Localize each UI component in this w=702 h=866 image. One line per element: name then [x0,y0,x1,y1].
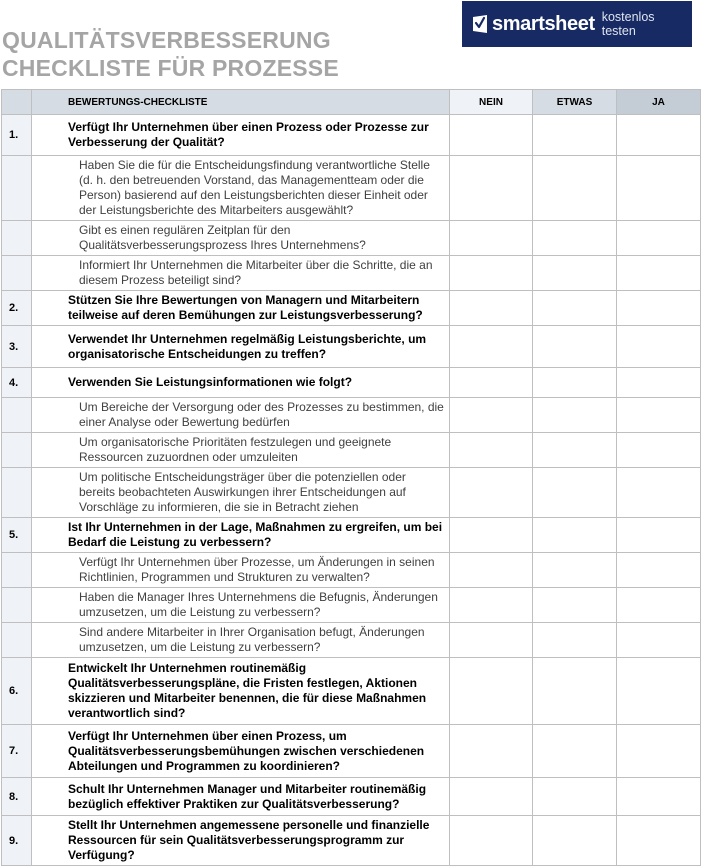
answer-yes-cell[interactable] [617,115,701,156]
table-row [2,256,701,291]
page-title-line-2: CHECKLISTE FÜR PROZESSE [2,55,339,81]
table-row [2,553,701,588]
row-number: 6. [2,658,32,725]
table-row [2,398,701,433]
row-number [2,156,32,221]
row-number [2,588,32,623]
table-row [2,658,701,725]
question-text: Ist Ihr Unternehmen in der Lage, Maßnahmen zu ergreifen, um bei Bedarf die Leistung zu verbessern? [32,518,450,553]
sub-question-text: Um organisatorische Prioritäten festzulegen und geeignete Ressourcen zuzuordnen oder umzuleiten [32,433,450,468]
question-text: Verwenden Sie Leistungsinformationen wie folgt? [32,368,450,398]
answer-some-cell[interactable] [533,816,617,866]
answer-no-cell[interactable] [450,156,533,221]
answer-no-cell[interactable] [450,433,533,468]
table-row [2,326,701,368]
table-row [2,816,701,866]
answer-some-cell[interactable] [533,433,617,468]
table-row [2,518,701,553]
table-row [2,778,701,816]
answer-yes-cell[interactable] [617,623,701,658]
question-text: Verwendet Ihr Unternehmen regelmäßig Leistungsberichte, um organisatorische Entscheidungen zu treffen? [32,326,450,368]
answer-yes-cell[interactable] [617,156,701,221]
row-number [2,398,32,433]
row-number: 5. [2,518,32,553]
answer-no-cell[interactable] [450,816,533,866]
answer-no-cell[interactable] [450,291,533,326]
question-text: Verfügt Ihr Unternehmen über einen Prozess oder Prozesse zur Verbesserung der Qualität? [32,115,450,156]
sub-question-text: Verfügt Ihr Unternehmen über Prozesse, um Änderungen in seinen Richtlinien, Programmen und Strukturen zu verwalten? [32,553,450,588]
sub-question-text: Informiert Ihr Unternehmen die Mitarbeiter über die Schritte, die an diesem Prozess beteiligt sind? [32,256,450,291]
answer-yes-cell[interactable] [617,778,701,816]
question-text: Schult Ihr Unternehmen Manager und Mitarbeiter routinemäßig bezüglich effektiver Praktiken zur Qualitätsverbesserung? [32,778,450,816]
row-number: 2. [2,291,32,326]
page-title-line-1: QUALITÄTSVERBESSERUNG [2,27,331,53]
sub-question-text: Haben die Manager Ihres Unternehmens die Befugnis, Änderungen umzusetzen, um die Leistung zu verbessern? [32,588,450,623]
answer-no-cell[interactable] [450,326,533,368]
answer-yes-cell[interactable] [617,658,701,725]
page-title [2,26,339,82]
answer-no-cell[interactable] [450,398,533,433]
row-number [2,468,32,518]
answer-some-cell[interactable] [533,778,617,816]
row-number: 8. [2,778,32,816]
answer-no-cell[interactable] [450,221,533,256]
answer-some-cell[interactable] [533,398,617,433]
row-number: 7. [2,725,32,778]
sub-question-text: Um Bereiche der Versorgung oder des Prozesses zu bestimmen, die einer Analyse oder Bewertung bedürfen [32,398,450,433]
answer-some-cell[interactable] [533,368,617,398]
row-number: 3. [2,326,32,368]
answer-no-cell[interactable] [450,468,533,518]
row-number: 1. [2,115,32,156]
row-number [2,256,32,291]
answer-some-cell[interactable] [533,326,617,368]
answer-some-cell[interactable] [533,588,617,623]
answer-yes-cell[interactable] [617,368,701,398]
answer-some-cell[interactable] [533,256,617,291]
answer-some-cell[interactable] [533,725,617,778]
answer-no-cell[interactable] [450,518,533,553]
answer-some-cell[interactable] [533,468,617,518]
table-row [2,115,701,156]
answer-some-cell[interactable] [533,221,617,256]
answer-no-cell[interactable] [450,778,533,816]
header-number-cell [2,90,32,115]
table-row [2,623,701,658]
header-no: NEIN [450,90,533,115]
free-trial-link[interactable]: kostenlos testen [601,10,655,38]
row-number: 9. [2,816,32,866]
answer-yes-cell[interactable] [617,221,701,256]
answer-yes-cell[interactable] [617,398,701,433]
row-number: 4. [2,368,32,398]
sub-question-text: Gibt es einen regulären Zeitplan für den Qualitätsverbesserungsprozess Ihres Unternehmens? [32,221,450,256]
question-text: Entwickelt Ihr Unternehmen routinemäßig Qualitätsverbesserungspläne, die Fristen festlegen, Aktionen skizzieren und Mitarbeiter benennen, die für diese Maßnahmen verantwortlich sind? [32,658,450,725]
answer-no-cell[interactable] [450,256,533,291]
answer-no-cell[interactable] [450,658,533,725]
question-text: Stützen Sie Ihre Bewertungen von Managern und Mitarbeitern teilweise auf deren Bemühungen zur Leistungsverbesserung? [32,291,450,326]
smartsheet-banner[interactable] [462,1,692,47]
table-row [2,725,701,778]
table-row [2,468,701,518]
answer-yes-cell[interactable] [617,291,701,326]
answer-some-cell[interactable] [533,156,617,221]
answer-no-cell[interactable] [450,725,533,778]
answer-some-cell[interactable] [533,115,617,156]
table-row [2,368,701,398]
answer-yes-cell[interactable] [617,553,701,588]
header-criteria: BEWERTUNGS-CHECKLISTE [32,90,450,115]
sub-question-text: Haben Sie die für die Entscheidungsfindung verantwortliche Stelle (d. h. den betreuenden Vorstand, das Managementteam oder die Person) basierend auf den Leistungsberichten dieser Einheit oder der Leistungsberichte des Mitarbeiters ausgewählt? [32,156,450,221]
answer-yes-cell[interactable] [617,725,701,778]
smartsheet-check-icon [472,15,488,33]
answer-yes-cell[interactable] [617,256,701,291]
answer-yes-cell[interactable] [617,816,701,866]
answer-no-cell[interactable] [450,368,533,398]
row-number [2,553,32,588]
table-row [2,291,701,326]
answer-yes-cell[interactable] [617,588,701,623]
quality-checklist-table [1,89,701,866]
answer-no-cell[interactable] [450,588,533,623]
row-number [2,221,32,256]
question-text: Verfügt Ihr Unternehmen über einen Prozess, um Qualitätsverbesserungsbemühungen zwischen verschiedenen Abteilungen und Programmen zu koordinieren? [32,725,450,778]
brand-name: smartsheet [491,12,595,35]
answer-no-cell[interactable] [450,553,533,588]
answer-some-cell[interactable] [533,658,617,725]
header-yes: JA [617,90,701,115]
sub-question-text: Um politische Entscheidungsträger über die potenziellen oder bereits beobachteten Auswirkungen ihrer Entscheidungen auf Vorschläge zu informieren, die sie in Betracht ziehen [32,468,450,518]
row-number [2,433,32,468]
table-row [2,433,701,468]
question-text: Stellt Ihr Unternehmen angemessene personelle und finanzielle Ressourcen für sein Qualitätsverbesserungsprogramm zur Verfügung? [32,816,450,866]
table-row [2,588,701,623]
answer-some-cell[interactable] [533,553,617,588]
answer-yes-cell[interactable] [617,326,701,368]
table-header-row [2,90,701,115]
answer-some-cell[interactable] [533,623,617,658]
answer-yes-cell[interactable] [617,468,701,518]
header-some: ETWAS [533,90,617,115]
answer-some-cell[interactable] [533,518,617,553]
sub-question-text: Sind andere Mitarbeiter in Ihrer Organisation befugt, Änderungen umzusetzen, um die Leistung zu verbessern? [32,623,450,658]
row-number [2,623,32,658]
table-row [2,221,701,256]
table-row [2,156,701,221]
answer-some-cell[interactable] [533,291,617,326]
answer-yes-cell[interactable] [617,433,701,468]
answer-yes-cell[interactable] [617,518,701,553]
answer-no-cell[interactable] [450,623,533,658]
answer-no-cell[interactable] [450,115,533,156]
